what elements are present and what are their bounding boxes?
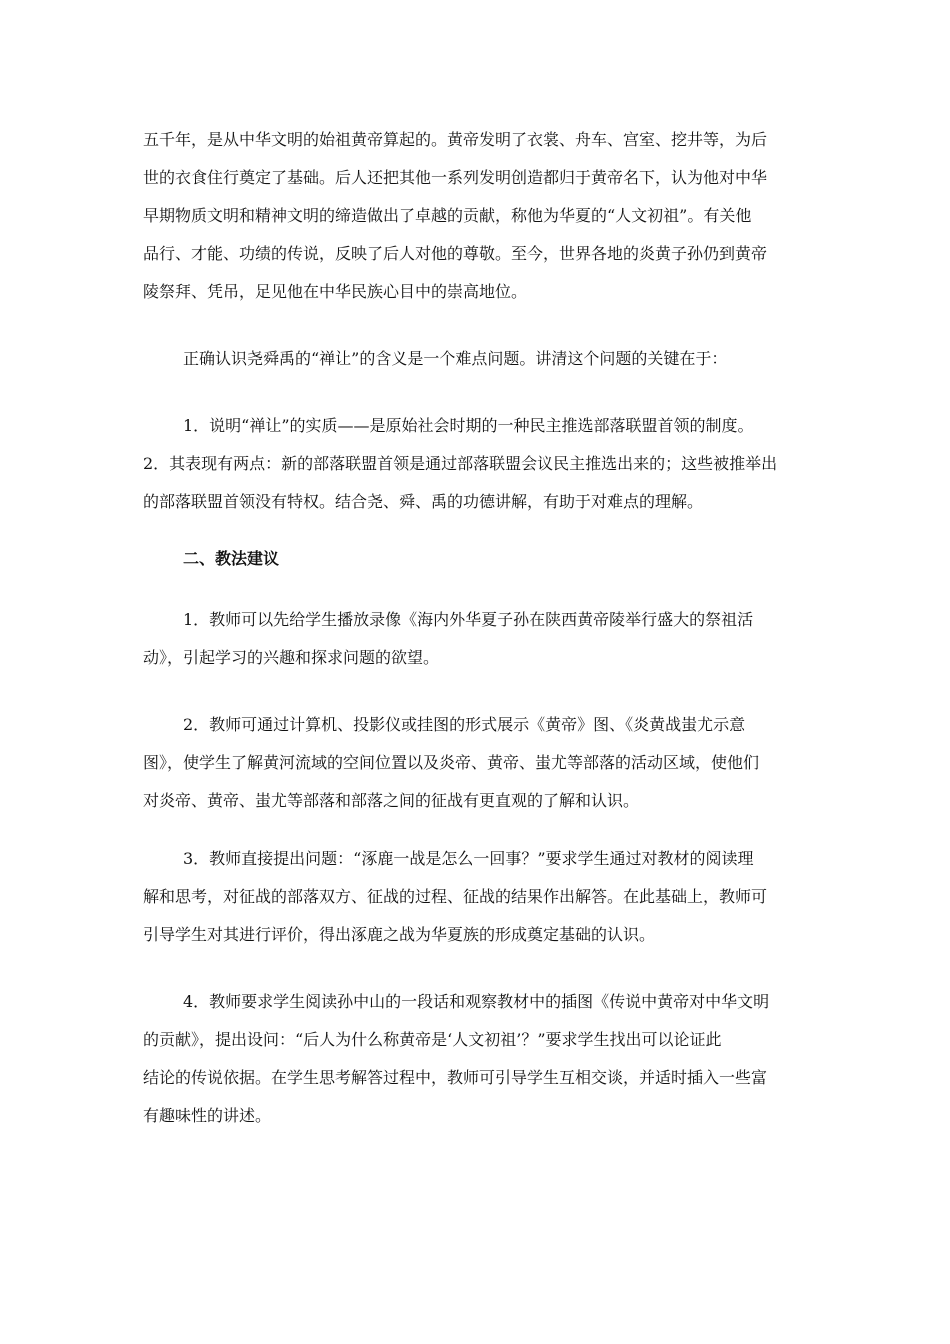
list-item-line: 解和思考，对征战的部落双方、征战的过程、征战的结果作出解答。在此基础上，教师可 (143, 887, 768, 906)
list-item-line: 4．教师要求学生阅读孙中山的一段话和观察教材中的插图《传说中黄帝对中华文明 (183, 992, 770, 1011)
paragraph-line: 早期物质文明和精神文明的缔造做出了卓越的贡献，称他为华夏的“人文初祖”。有关他 (143, 206, 752, 225)
list-item-line: 3．教师直接提出问题：“涿鹿一战是怎么一回事？”要求学生通过对教材的阅读理 (183, 849, 754, 868)
paragraph-line: 陵祭拜、凭吊，足见他在中华民族心目中的崇高地位。 (143, 282, 528, 301)
list-item-line: 图》，使学生了解黄河流域的空间位置以及炎帝、黄帝、蚩尤等部落的活动区域，使他们 (143, 753, 760, 772)
list-item-line: 1．教师可以先给学生播放录像《海内外华夏子孙在陕西黄帝陵举行盛大的祭祖活 (183, 610, 754, 629)
section-heading: 二、教法建议 (183, 549, 280, 568)
paragraph-line: 正确认识尧舜禹的“禅让”的含义是一个难点问题。讲清这个问题的关键在于： (183, 349, 728, 368)
list-item-line: 2．教师可通过计算机、投影仪或挂图的形式展示《黄帝》图、《炎黄战蚩尤示意 (183, 715, 746, 734)
paragraph-line: 世的衣食住行奠定了基础。后人还把其他一系列发明创造都归于黄帝名下，认为他对中华 (143, 168, 768, 187)
list-item-line: 动》，引起学习的兴趣和探求问题的欲望。 (143, 648, 440, 667)
list-item-line: 对炎帝、黄帝、蚩尤等部落和部落之间的征战有更直观的了解和认识。 (143, 791, 640, 810)
paragraph-line: 品行、才能、功绩的传说，反映了后人对他的尊敬。至今，世界各地的炎黄子孙仍到黄帝 (143, 244, 768, 263)
paragraph-line: 五千年，是从中华文明的始祖黄帝算起的。黄帝发明了衣裳、舟车、宫室、挖井等，为后 (143, 130, 768, 149)
list-item-line: 有趣味性的讲述。 (143, 1106, 272, 1125)
list-item-line: 结论的传说依据。在学生思考解答过程中，教师可引导学生互相交谈，并适时插入一些富 (143, 1068, 768, 1087)
list-item-line: 的贡献》，提出设问：“后人为什么称黄帝是‘人文初祖’？”要求学生找出可以论证此 (143, 1030, 722, 1049)
list-item-line: 1．说明“禅让”的实质——是原始社会时期的一种民主推选部落联盟首领的制度。 (183, 416, 754, 435)
list-item-line: 的部落联盟首领没有特权。结合尧、舜、禹的功德讲解，有助于对难点的理解。 (143, 492, 704, 511)
list-item-line: 引导学生对其进行评价，得出涿鹿之战为华夏族的形成奠定基础的认识。 (143, 925, 656, 944)
list-item-line: 2．其表现有两点：新的部落联盟首领是通过部落联盟会议民主推选出来的；这些被推举出 (143, 454, 778, 473)
